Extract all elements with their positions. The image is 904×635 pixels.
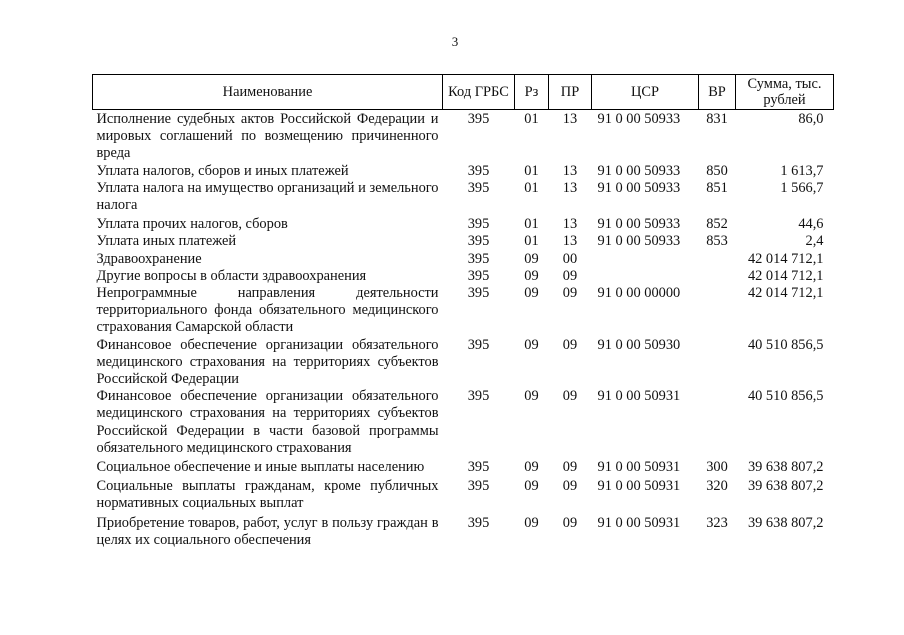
cell-grbs: 395: [467, 336, 490, 353]
cell-grbs: 395: [467, 514, 490, 531]
cell-rz: 09: [524, 250, 539, 267]
cell-vr: [699, 251, 736, 268]
cell-rz: 01: [524, 216, 539, 233]
table-row: [93, 180, 834, 214]
cell-csr: 91 0 00 50933: [597, 179, 681, 196]
cell-rz: 09: [524, 285, 539, 302]
table-row: [93, 457, 834, 476]
cell-name: Финансовое обеспечение организации обязательного медицинского страхования на территориях субъектов Российской Федерации: [96, 336, 439, 388]
cell-vr: [699, 285, 736, 337]
table-row: [93, 233, 834, 250]
cell-sum: 1 566,7: [780, 179, 824, 196]
table-row: [93, 337, 834, 389]
table-row: [93, 285, 834, 337]
header-name: Наименование: [93, 75, 443, 110]
cell-csr: 91 0 00 50931: [597, 459, 681, 476]
cell-name: Уплата прочих налогов, сборов: [96, 216, 288, 233]
cell-rz: 09: [524, 336, 539, 353]
cell-rz: 01: [524, 179, 539, 196]
budget-table: [92, 74, 834, 549]
cell-name: Уплата налога на имущество организаций и земельного налога: [96, 179, 439, 214]
header-grbs: Код ГРБС: [443, 75, 515, 110]
cell-name: Финансовое обеспечение организации обязательного медицинского страхования на территориях субъектов Российской Федерации в части базовой программы обязательного медицинского страхования: [96, 388, 439, 456]
cell-csr: 91 0 00 50930: [597, 336, 681, 353]
table-row: [93, 110, 834, 163]
cell-pr: 09: [562, 459, 578, 476]
cell-grbs: 395: [467, 388, 490, 405]
cell-rz: 09: [524, 478, 539, 495]
cell-grbs: 395: [467, 216, 490, 233]
cell-sum: 39 638 807,2: [747, 478, 824, 495]
cell-name: Здравоохранение: [96, 250, 202, 267]
cell-csr: 91 0 00 50931: [597, 478, 681, 495]
table-row: [93, 388, 834, 457]
cell-grbs: 395: [467, 478, 490, 495]
cell-rz: 01: [524, 111, 539, 127]
cell-sum: 1 613,7: [780, 162, 824, 179]
cell-name: Уплата иных платежей: [96, 233, 237, 250]
cell-name: Уплата налогов, сборов и иных платежей: [96, 162, 349, 179]
table-row: [93, 268, 834, 285]
cell-csr: 91 0 00 50933: [597, 162, 681, 179]
page-number: 3: [451, 34, 459, 49]
cell-sum: 42 014 712,1: [747, 250, 824, 267]
cell-sum: 44,6: [798, 216, 824, 233]
cell-pr: 09: [562, 285, 578, 302]
cell-rz: 01: [524, 233, 539, 250]
table-row: [93, 476, 834, 512]
table-row: [93, 214, 834, 233]
cell-sum: 40 510 856,5: [747, 336, 824, 353]
cell-csr: 91 0 00 50931: [597, 388, 681, 405]
cell-pr: 09: [562, 336, 578, 353]
cell-pr: 09: [562, 267, 578, 284]
cell-pr: 09: [562, 388, 578, 405]
cell-pr: 13: [562, 111, 578, 127]
cell-grbs: 395: [467, 111, 490, 127]
cell-rz: 01: [524, 162, 539, 179]
cell-vr: 850: [706, 162, 728, 179]
cell-pr: 09: [562, 514, 578, 531]
cell-csr: [592, 251, 699, 268]
cell-pr: 00: [562, 250, 578, 267]
header-row: [93, 75, 834, 110]
table-body: [93, 110, 834, 550]
cell-vr: 853: [706, 233, 728, 250]
cell-grbs: 395: [467, 233, 490, 250]
cell-name: Другие вопросы в области здравоохранения: [96, 267, 367, 284]
cell-rz: 09: [524, 388, 539, 405]
cell-csr: [592, 268, 699, 285]
header-sum: Сумма, тыс. рублей: [736, 75, 834, 110]
cell-grbs: 395: [467, 459, 490, 476]
cell-grbs: 395: [467, 267, 490, 284]
table-row: [93, 513, 834, 549]
cell-rz: 09: [524, 514, 539, 531]
table-header: [93, 75, 834, 110]
cell-csr: 91 0 00 00000: [597, 285, 681, 302]
cell-pr: 13: [562, 179, 578, 196]
cell-vr: [699, 337, 736, 389]
cell-rz: 09: [524, 459, 539, 476]
cell-grbs: 395: [467, 162, 490, 179]
cell-pr: 13: [562, 233, 578, 250]
cell-name: Исполнение судебных актов Российской Федерации и мировых соглашений по возмещению причиненного вреда: [96, 111, 439, 162]
header-rz: Рз: [515, 75, 549, 110]
cell-name: Приобретение товаров, работ, услуг в пользу граждан в целях их социального обеспечения: [96, 514, 439, 548]
cell-vr: 300: [706, 459, 728, 476]
cell-vr: [699, 268, 736, 285]
cell-vr: 320: [706, 478, 728, 495]
header-pr: ПР: [549, 75, 592, 110]
header-vr: ВР: [699, 75, 736, 110]
table-row: [93, 251, 834, 268]
cell-rz: 09: [524, 267, 539, 284]
cell-csr: 91 0 00 50931: [597, 514, 681, 531]
cell-name: Непрограммные направления деятельности территориального фонда обязательного медицинского страхования Самарской области: [96, 285, 439, 336]
cell-vr: 852: [706, 216, 728, 233]
cell-name: Социальное обеспечение и иные выплаты населению: [96, 459, 425, 476]
cell-vr: [699, 388, 736, 457]
header-csr: ЦСР: [592, 75, 699, 110]
cell-vr: 851: [706, 179, 728, 196]
cell-sum: 40 510 856,5: [747, 388, 824, 405]
cell-grbs: 395: [467, 179, 490, 196]
cell-grbs: 395: [467, 285, 490, 302]
cell-pr: 13: [562, 162, 578, 179]
cell-name: Социальные выплаты гражданам, кроме публичных нормативных социальных выплат: [96, 478, 439, 512]
cell-sum: 39 638 807,2: [747, 459, 824, 476]
cell-grbs: 395: [467, 250, 490, 267]
cell-csr: 91 0 00 50933: [597, 216, 681, 233]
cell-csr: 91 0 00 50933: [597, 111, 681, 127]
cell-sum: 39 638 807,2: [747, 514, 824, 531]
cell-pr: 09: [562, 478, 578, 495]
cell-vr: 323: [706, 514, 728, 531]
cell-vr: 831: [706, 111, 728, 127]
table-row: [93, 163, 834, 180]
cell-csr: 91 0 00 50933: [597, 233, 681, 250]
cell-sum: 42 014 712,1: [747, 267, 824, 284]
cell-sum: 2,4: [805, 233, 824, 250]
cell-sum: 42 014 712,1: [747, 285, 824, 302]
cell-sum: 86,0: [798, 111, 824, 127]
cell-pr: 13: [562, 216, 578, 233]
